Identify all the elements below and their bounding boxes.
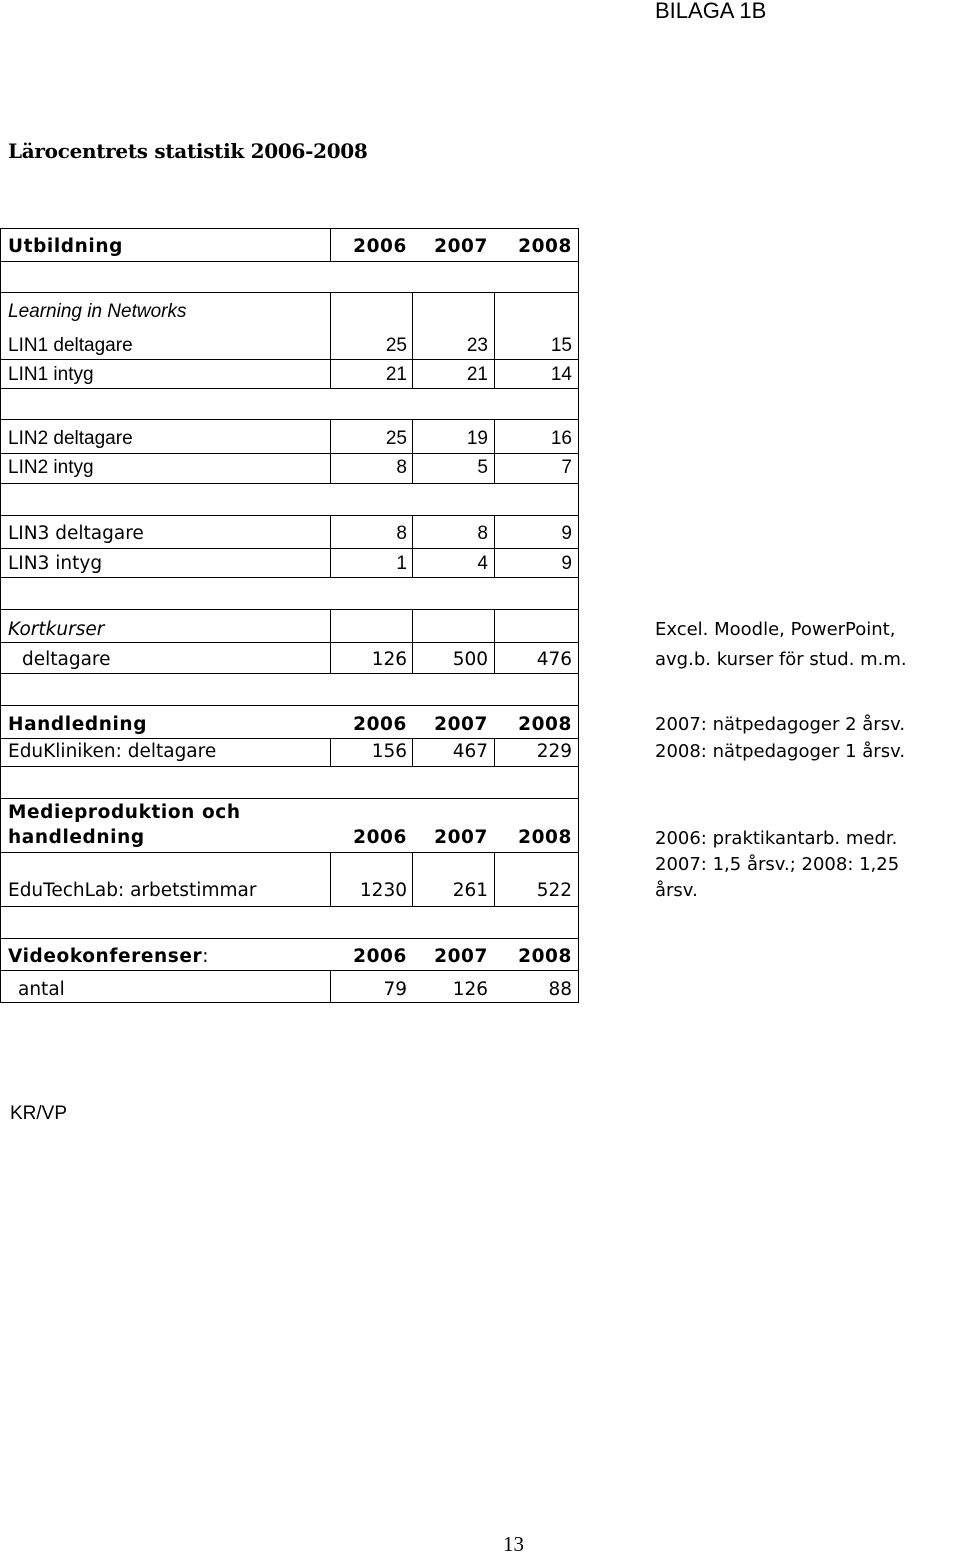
table-cell: 1 bbox=[396, 553, 407, 574]
table-row-label: EduTechLab: arbetstimmar bbox=[8, 880, 257, 901]
table-cell: 476 bbox=[536, 649, 572, 670]
header-year-2007: 2007 bbox=[434, 714, 488, 735]
table-cell: 25 bbox=[385, 428, 407, 449]
kortkurser-sublabel: deltagare bbox=[22, 649, 111, 670]
table-cell: 522 bbox=[536, 880, 572, 901]
header-medieproduktion-line2: handledning bbox=[8, 827, 145, 848]
document-title: Lärocentrets statistik 2006-2008 bbox=[8, 139, 368, 163]
table-cell: 261 bbox=[452, 880, 488, 901]
header-year-2007: 2007 bbox=[434, 946, 488, 967]
table-cell: 21 bbox=[466, 364, 488, 385]
table-row-label: EduKliniken: deltagare bbox=[8, 741, 217, 762]
subheading-learning-in-networks: Learning in Networks bbox=[8, 301, 187, 322]
table-row-label: LIN1 deltagare bbox=[8, 335, 133, 356]
table-cell: 9 bbox=[561, 523, 572, 544]
table-cell: 126 bbox=[371, 649, 407, 670]
handledning-note-1: 2007: nätpedagoger 2 årsv. bbox=[655, 714, 906, 735]
header-videokonferenser-label: Videokonferenser bbox=[8, 946, 203, 967]
appendix-label: BILAGA 1B bbox=[655, 0, 767, 23]
medie-note-2: 2007: 1,5 årsv.; 2008: 1,25 bbox=[655, 854, 900, 875]
header-year-2008: 2008 bbox=[518, 714, 572, 735]
table-cell: 156 bbox=[371, 741, 407, 762]
author-initials: KR/VP bbox=[10, 1103, 68, 1124]
header-handledning: Handledning bbox=[8, 714, 148, 735]
kortkurser-note-1: Excel. Moodle, PowerPoint, bbox=[655, 619, 896, 640]
handledning-note-2: 2008: nätpedagoger 1 årsv. bbox=[655, 741, 906, 762]
table-row-label: LIN3 intyg bbox=[8, 553, 103, 574]
table-cell: 8 bbox=[396, 457, 407, 478]
table-cell: 5 bbox=[477, 457, 488, 478]
table-cell: 16 bbox=[550, 428, 572, 449]
table-cell: 23 bbox=[466, 335, 488, 356]
table-cell: 88 bbox=[548, 979, 572, 1000]
table-cell: 25 bbox=[385, 335, 407, 356]
table-cell: 126 bbox=[452, 979, 488, 1000]
table-cell: 79 bbox=[383, 979, 407, 1000]
header-year-2006: 2006 bbox=[353, 946, 407, 967]
kortkurser-label: Kortkurser bbox=[8, 619, 105, 640]
page-number: 13 bbox=[503, 1532, 524, 1556]
table-row-label: LIN2 deltagare bbox=[8, 428, 133, 449]
header-year-2008: 2008 bbox=[518, 946, 572, 967]
table-cell: 14 bbox=[550, 364, 572, 385]
table-cell: 21 bbox=[385, 364, 407, 385]
table-cell: 8 bbox=[396, 523, 407, 544]
header-utbildning: Utbildning bbox=[8, 236, 123, 257]
table-row-label: LIN3 deltagare bbox=[8, 523, 144, 544]
table-cell: 4 bbox=[477, 553, 488, 574]
header-year-2008: 2008 bbox=[518, 827, 572, 848]
header-year-2006: 2006 bbox=[353, 827, 407, 848]
table-cell: 19 bbox=[466, 428, 488, 449]
header-year-2006: 2006 bbox=[353, 236, 407, 257]
table-cell: 8 bbox=[477, 523, 488, 544]
table-cell: 500 bbox=[452, 649, 488, 670]
table-cell: 9 bbox=[561, 553, 572, 574]
table-row-label: antal bbox=[18, 979, 65, 1000]
table-cell: 1230 bbox=[359, 880, 407, 901]
kortkurser-note-2: avg.b. kurser för stud. m.m. bbox=[655, 649, 907, 670]
table-row-label: LIN2 intyg bbox=[8, 457, 94, 478]
header-year-2006: 2006 bbox=[353, 714, 407, 735]
table-cell: 15 bbox=[550, 335, 572, 356]
medie-note-1: 2006: praktikantarb. medr. bbox=[655, 828, 898, 849]
table-row-label: LIN1 intyg bbox=[8, 364, 94, 385]
table-cell: 7 bbox=[561, 457, 572, 478]
table-cell: 467 bbox=[452, 741, 488, 762]
header-year-2007: 2007 bbox=[434, 827, 488, 848]
header-medieproduktion: Medieproduktion och bbox=[8, 802, 241, 823]
header-year-2007: 2007 bbox=[434, 236, 488, 257]
table-cell: 229 bbox=[536, 741, 572, 762]
header-videokonferenser-colon: : bbox=[202, 946, 209, 967]
medie-note-3: årsv. bbox=[655, 880, 698, 901]
header-videokonferenser bbox=[8, 946, 208, 968]
header-year-2008: 2008 bbox=[518, 236, 572, 257]
